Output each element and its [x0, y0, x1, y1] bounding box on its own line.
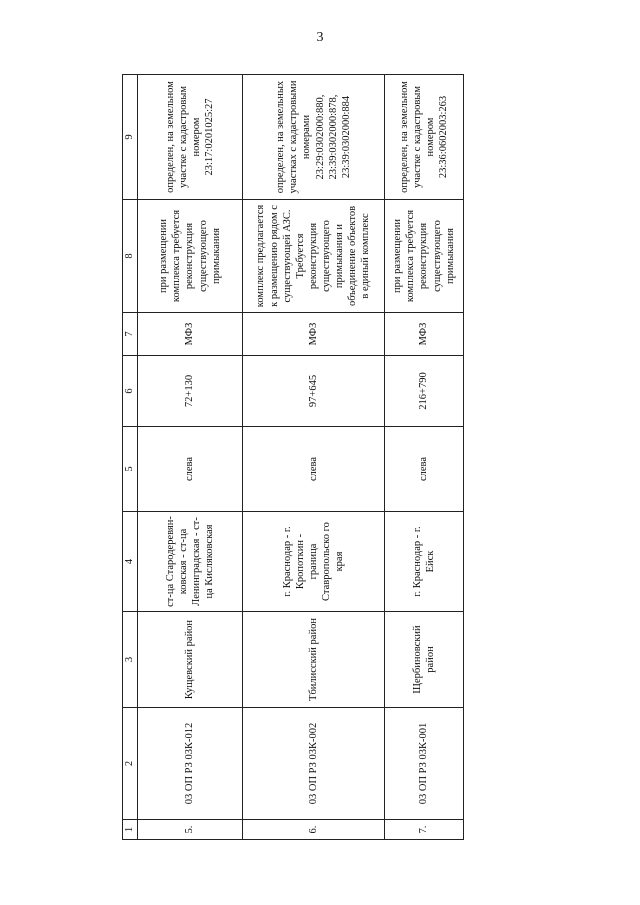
data-table: [122, 74, 464, 840]
road-code: 03 ОП РЗ 03К-001: [385, 708, 464, 820]
facility-type: МФЗ: [243, 313, 385, 356]
row-number: 5.: [138, 820, 243, 840]
kilometer: 216+790: [385, 356, 464, 427]
table-row: [138, 75, 243, 840]
rotated-table-frame: [122, 75, 462, 840]
note: при размещении комплекса требуется реконструкция существующего примыкания: [138, 200, 243, 313]
route: г. Краснодар - г. Кропоткин - граница Ставропольско го края: [243, 512, 385, 612]
land-plot: определен, на земельных участках с кадастровыми номерами 23:29:0302000:880, 23:39:0302000:878, 23:39:0302000:884: [243, 75, 385, 200]
column-header: 6: [123, 356, 138, 427]
column-header: 3: [123, 612, 138, 708]
route: ст-ца Стародеревян-ковская - ст-ца Ленинградская - ст-ца Кисляковская: [138, 512, 243, 612]
facility-type: МФЗ: [385, 313, 464, 356]
district: Кущевский район: [138, 612, 243, 708]
row-number: 6.: [243, 820, 385, 840]
side: слева: [385, 427, 464, 512]
kilometer: 97+645: [243, 356, 385, 427]
side: слева: [243, 427, 385, 512]
header-row: [123, 75, 138, 840]
side: слева: [138, 427, 243, 512]
land-plot: определен, на земельном участке с кадастровым номером 23:36:0602003:263: [385, 75, 464, 200]
column-header: 5: [123, 427, 138, 512]
table-container: [122, 75, 462, 840]
table-row: [385, 75, 464, 840]
note: комплекс предлагается к размещению рядом с существующей АЗС. Требуется реконструкция существующего примыкания и объединение объектов в единый комплекс: [243, 200, 385, 313]
route: г. Краснодар - г. Ейск: [385, 512, 464, 612]
column-header: 2: [123, 708, 138, 820]
column-header: 8: [123, 200, 138, 313]
road-code: 03 ОП РЗ 03К-002: [243, 708, 385, 820]
kilometer: 72+130: [138, 356, 243, 427]
column-header: 4: [123, 512, 138, 612]
table-row: [243, 75, 385, 840]
page-number: 3: [316, 30, 324, 45]
road-code: 03 ОП РЗ 03К-012: [138, 708, 243, 820]
column-header: 9: [123, 75, 138, 200]
row-number: 7.: [385, 820, 464, 840]
column-header: 7: [123, 313, 138, 356]
district: Щербиновский район: [385, 612, 464, 708]
note: при размещении комплекса требуется реконструкция существующего примыкания: [385, 200, 464, 313]
facility-type: МФЗ: [138, 313, 243, 356]
land-plot: определен, на земельном участке с кадастровым номером 23:17:0201025:27: [138, 75, 243, 200]
column-header: 1: [123, 820, 138, 840]
district: Тбилисский район: [243, 612, 385, 708]
